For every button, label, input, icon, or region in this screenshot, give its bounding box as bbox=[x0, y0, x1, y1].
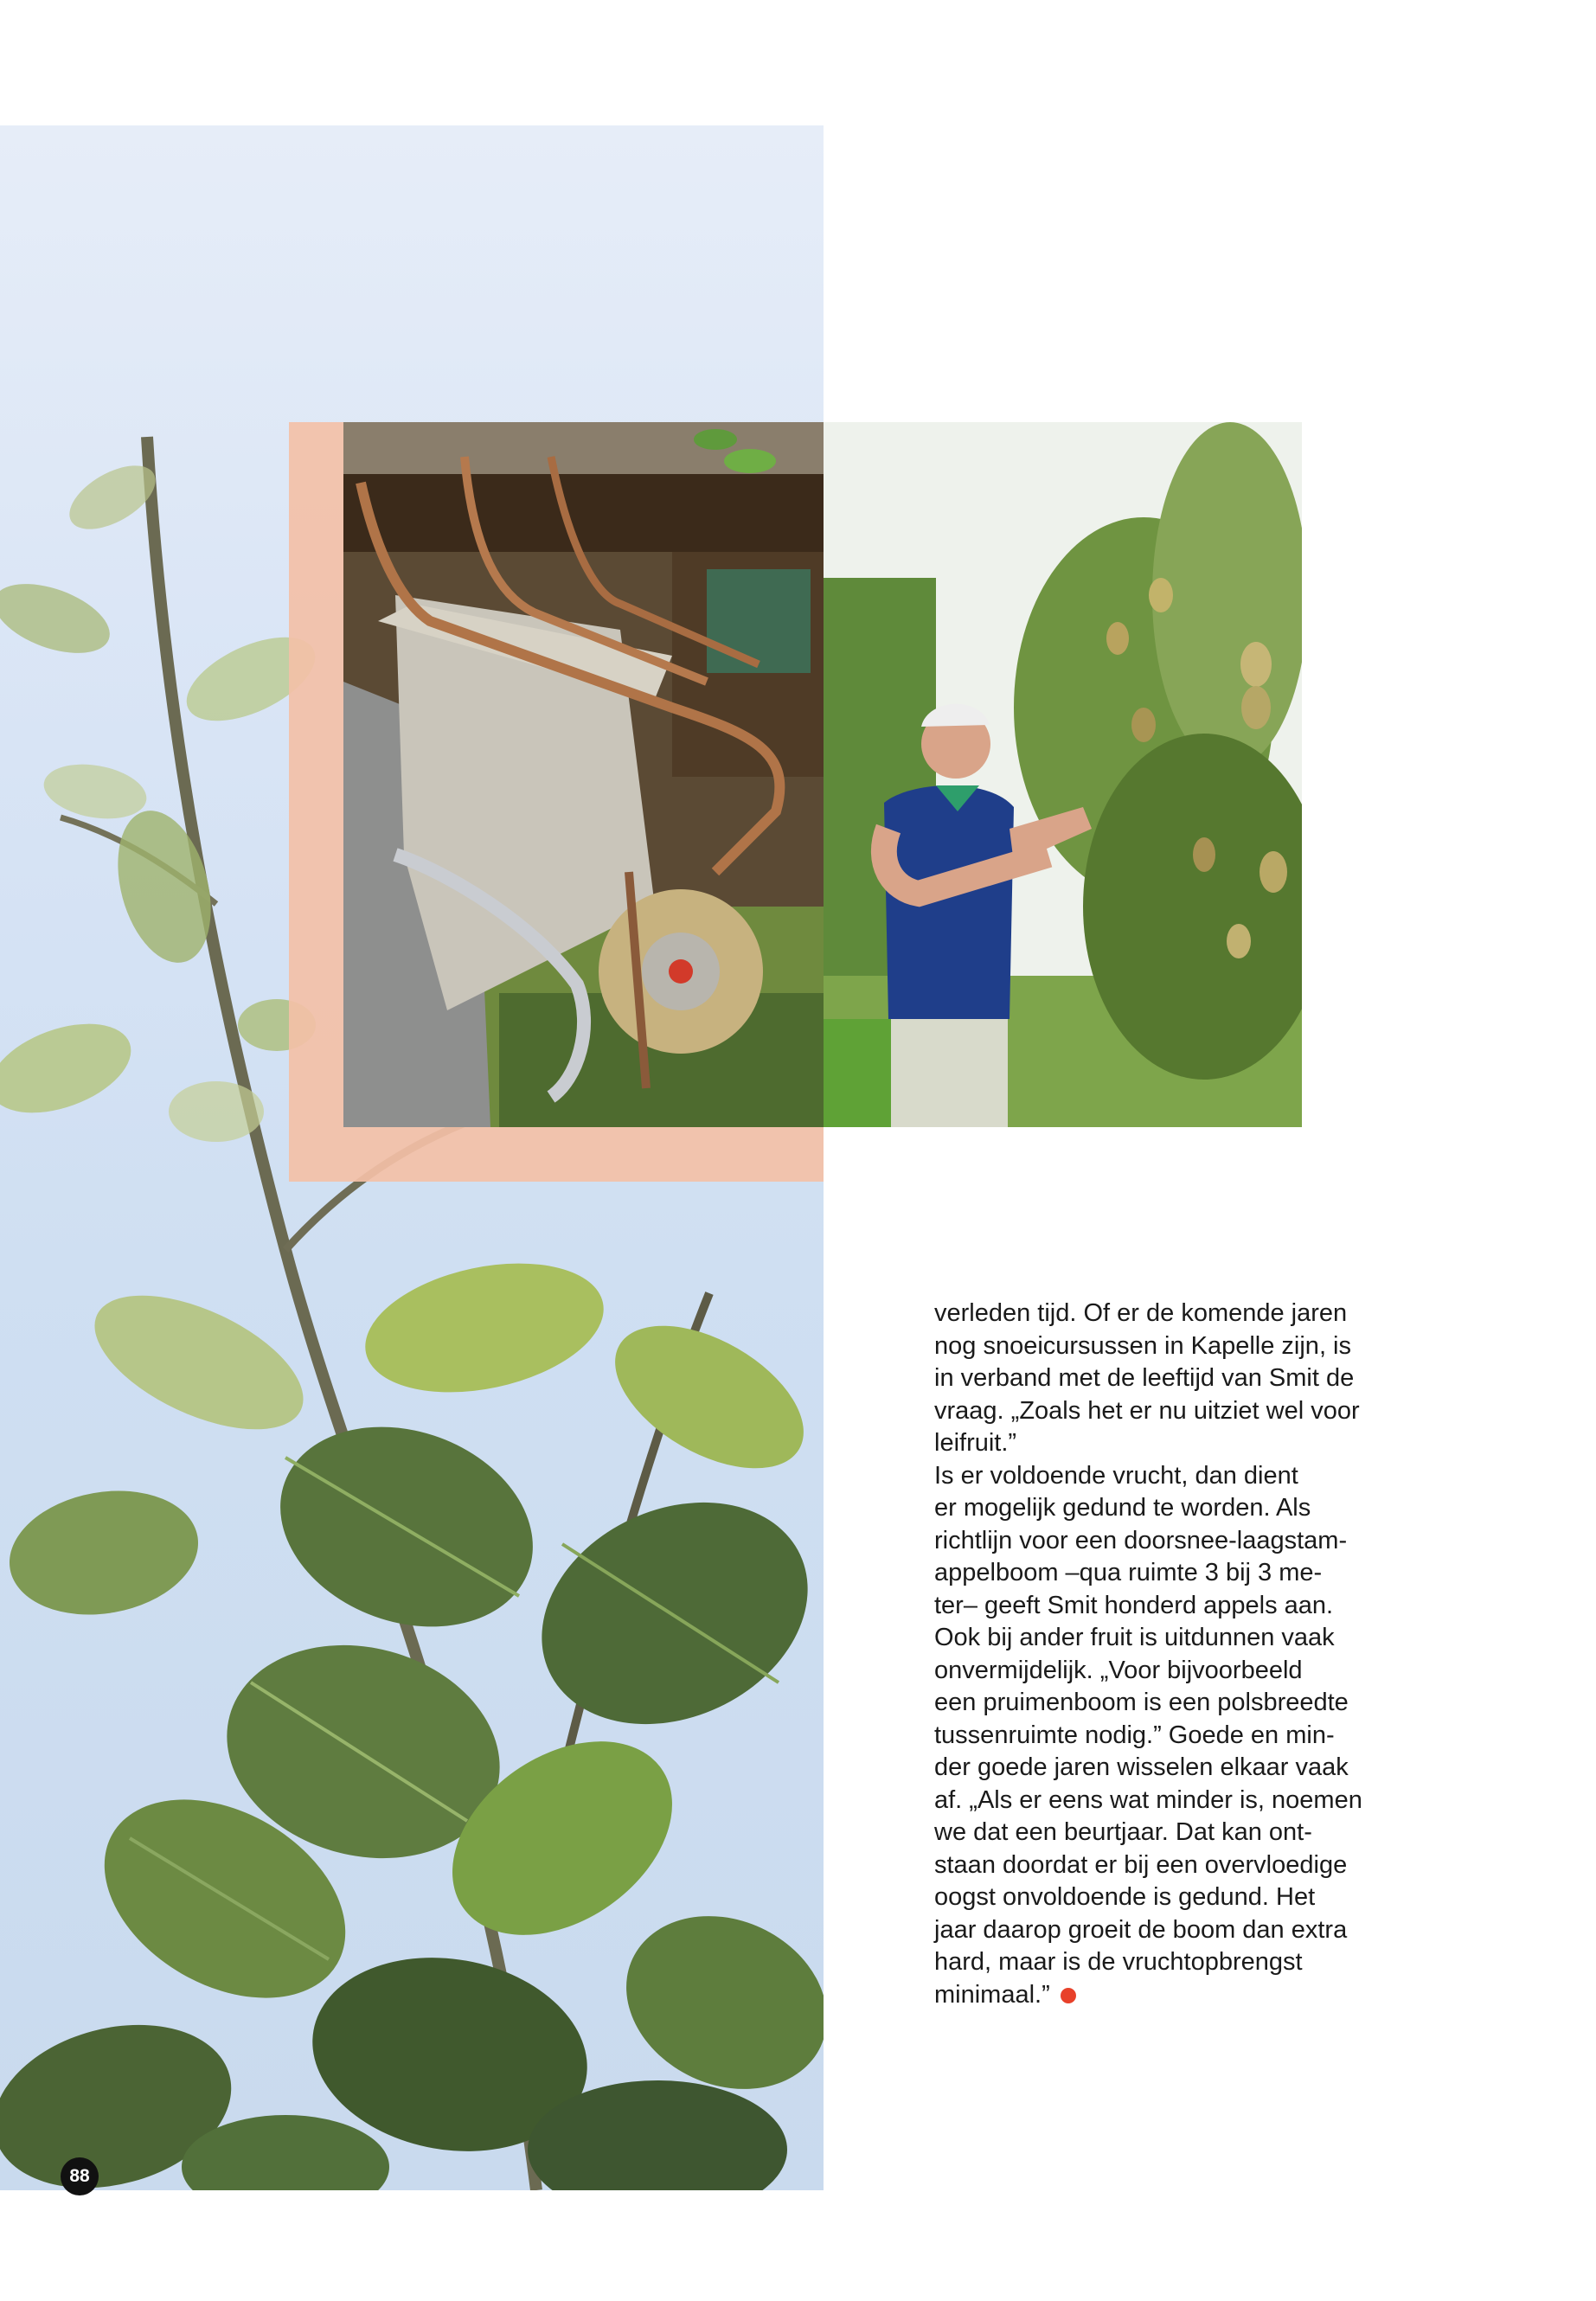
article-line: vraag. „Zoals het er nu uitziet wel voor bbox=[934, 1396, 1360, 1425]
wheelbarrow-photo bbox=[343, 422, 824, 1127]
article-last-line bbox=[934, 1979, 1419, 2012]
article-line: der goede jaren wisselen elkaar vaak bbox=[934, 1753, 1349, 1781]
farmer-orchard-photo bbox=[824, 422, 1302, 1127]
end-of-article-dot-icon bbox=[1061, 1988, 1076, 2003]
article-body bbox=[934, 1298, 1419, 2011]
article-line: hard, maar is de vruchtopbrengst bbox=[934, 1948, 1303, 1976]
article-line: onvermijdelijk. „Voor bijvoorbeeld bbox=[934, 1656, 1303, 1684]
article-line: jaar daarop groeit de boom dan extra bbox=[934, 1915, 1348, 1944]
article-line: staan doordat er bij een overvloedige bbox=[934, 1850, 1348, 1879]
article-line: we dat een beurtjaar. Dat kan ont- bbox=[934, 1818, 1312, 1846]
article-line: ter– geeft Smit honderd appels aan. bbox=[934, 1591, 1334, 1619]
article-line: een pruimenboom is een polsbreedte bbox=[934, 1689, 1349, 1716]
page-number: 88 bbox=[61, 2157, 99, 2195]
article-line: er mogelijk gedund te worden. Als bbox=[934, 1494, 1311, 1522]
article-line: nog snoeicursussen in Kapelle zijn, is bbox=[934, 1331, 1351, 1360]
article-line: af. „Als er eens wat minder is, noemen bbox=[934, 1785, 1362, 1814]
article-line: leifruit.” bbox=[934, 1429, 1017, 1457]
article-line: Ook bij ander fruit is uitdunnen vaak bbox=[934, 1624, 1335, 1651]
article-line: richtlijn voor een doorsnee-laagstam- bbox=[934, 1526, 1348, 1554]
article-line: Is er voldoende vrucht, dan dient bbox=[934, 1461, 1298, 1490]
article-line: in verband met de leeftijd van Smit de bbox=[934, 1364, 1355, 1392]
article-line: verleden tijd. Of er de komende jaren bbox=[934, 1299, 1348, 1327]
article-line: appelboom –qua ruimte 3 bij 3 me- bbox=[934, 1559, 1323, 1586]
article-line: oogst onvoldoende is gedund. Het bbox=[934, 1883, 1316, 1911]
article-line: minimaal.” bbox=[934, 1980, 1050, 2009]
article-line: tussenruimte nodig.” Goede en min- bbox=[934, 1721, 1335, 1749]
